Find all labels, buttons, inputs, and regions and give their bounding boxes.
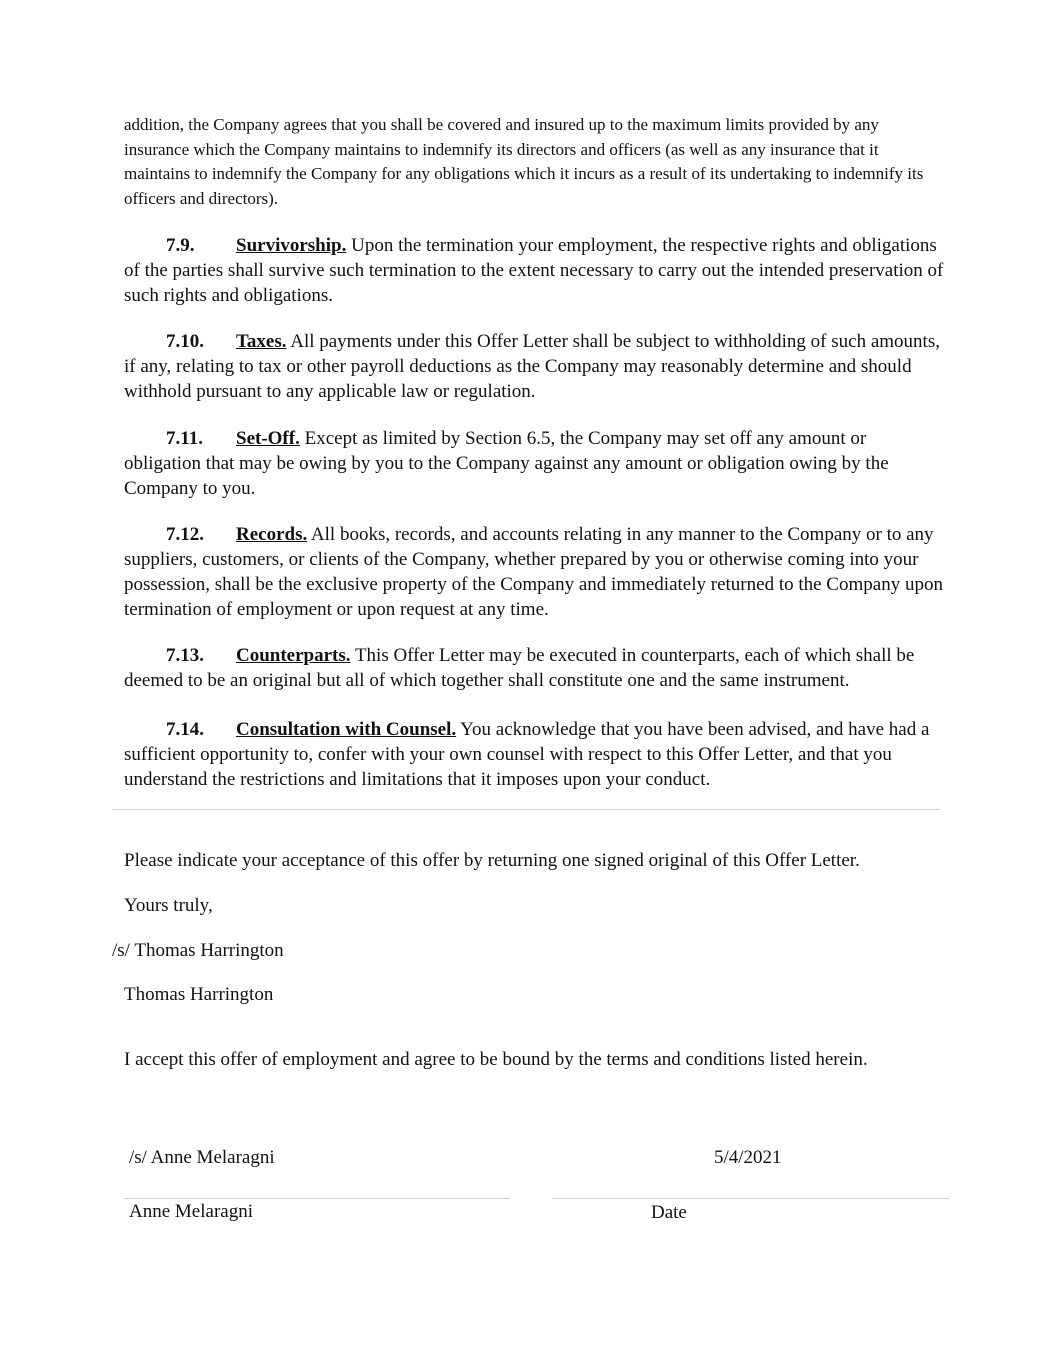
acceptance-statement: I accept this offer of employment and agree to be bound by the terms and conditions listed herein.: [124, 1049, 868, 1070]
salutation: Yours truly,: [124, 895, 213, 916]
section-title: Survivorship.: [236, 235, 347, 256]
section-title: Records.: [236, 524, 308, 545]
section-title: Counterparts.: [236, 645, 351, 666]
sender-signature: /s/ Thomas Harrington: [112, 940, 284, 961]
section-text: All books, records, and accounts relating in any manner to the Company or to any suppliers, customers, or clients of the Company, whether prepared by you or otherwise coming into your possession, shall be the exclusive property of the Company and immediately returned to the Company upon termination of employment or upon request at any time.: [124, 524, 943, 620]
section-title: Taxes.: [236, 331, 287, 352]
date-label: Date: [651, 1202, 687, 1223]
acceptance-request: Please indicate your acceptance of this offer by returning one signed original of this Offer Letter.: [124, 850, 860, 871]
section-7-13: [124, 643, 944, 693]
signature-date: 5/4/2021: [714, 1147, 782, 1168]
section-text: Upon the termination your employment, the respective rights and obligations of the parties shall survive such termination to the extent necessary to carry out the intended preservation of such rights and obligations.: [124, 235, 944, 306]
section-number: 7.12.: [166, 524, 204, 545]
section-number: 7.11.: [166, 428, 203, 449]
section-number: 7.10.: [166, 331, 204, 352]
section-title: Set-Off.: [236, 428, 300, 449]
section-7-12: [124, 522, 944, 622]
section-text: All payments under this Offer Letter shall be subject to withholding of such amounts, if any, relating to tax or other payroll deductions as the Company may reasonably determine and should withhold pursuant to any applicable law or regulation.: [124, 331, 940, 402]
section-divider: [112, 809, 940, 810]
section-number: 7.14.: [166, 719, 204, 740]
section-text: You acknowledge that you have been advised, and have had a sufficient opportunity to, confer with your own counsel with respect to this Offer Letter, and that you understand the restrictions and limitations that it imposes upon your conduct.: [124, 719, 930, 790]
section-7-11: [124, 426, 944, 501]
employee-signature: /s/ Anne Melaragni: [129, 1147, 275, 1168]
section-7-10: [124, 329, 944, 404]
section-text: This Offer Letter may be executed in counterparts, each of which shall be deemed to be an original but all of which together shall constitute one and the same instrument.: [124, 645, 915, 691]
section-title: Consultation with Counsel.: [236, 719, 457, 740]
sender-name: Thomas Harrington: [124, 984, 274, 1005]
section-number: 7.9.: [166, 235, 195, 256]
date-line: [552, 1198, 949, 1199]
section-text: Except as limited by Section 6.5, the Company may set off any amount or obligation that may be owing by you to the Company against any amount or obligation owing by the Company to you.: [124, 428, 889, 499]
employee-name: Anne Melaragni: [129, 1201, 253, 1222]
section-7-9: [124, 233, 944, 308]
section-7-14: [124, 717, 944, 792]
section-number: 7.13.: [166, 645, 204, 666]
intro-paragraph: addition, the Company agrees that you shall be covered and insured up to the maximum limits provided by any insurance which the Company maintains to indemnify its directors and officers (as well as any insurance that it maintains to indemnify the Company for any obligations which it incurs as a result of its undertaking to indemnify its officers and directors).: [124, 115, 924, 208]
